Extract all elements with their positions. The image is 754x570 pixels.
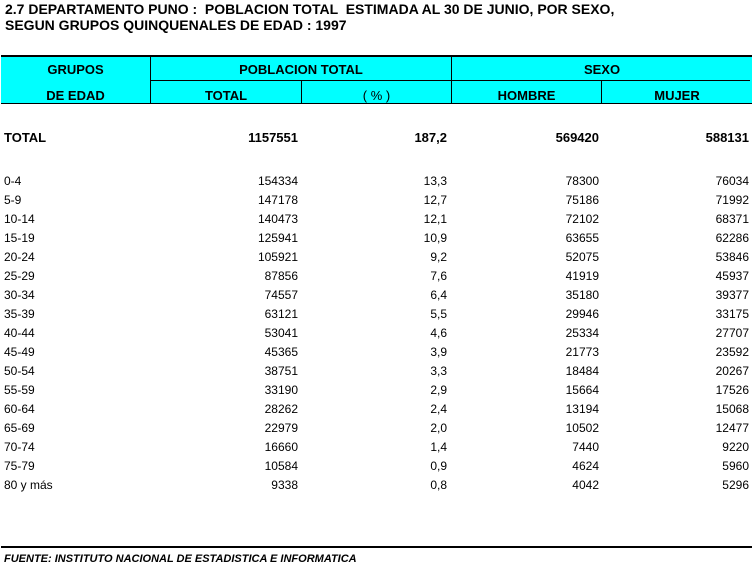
cell-mujer: 53846 <box>715 250 749 264</box>
table-row <box>0 210 754 229</box>
header-hombre: HOMBRE <box>497 88 556 103</box>
cell-label: 40-44 <box>4 326 35 340</box>
cell-total: 28262 <box>264 402 298 416</box>
cell-mujer: 15068 <box>715 402 749 416</box>
cell-label: 60-64 <box>4 402 35 416</box>
header-grupos: GRUPOS <box>47 62 104 77</box>
table-row <box>0 438 754 457</box>
cell-label: 65-69 <box>4 421 35 435</box>
cell-total: 22979 <box>264 421 298 435</box>
cell-total: 125941 <box>257 231 298 245</box>
total-row <box>0 128 754 147</box>
cell-hombre: 75186 <box>565 193 599 207</box>
cell-pct: 3,3 <box>430 364 447 378</box>
cell-label: 75-79 <box>4 459 35 473</box>
cell-mujer: 62286 <box>715 231 749 245</box>
cell-hombre: 41919 <box>565 269 599 283</box>
table-row <box>0 362 754 381</box>
cell-label: 45-49 <box>4 345 35 359</box>
cell-mujer: 12477 <box>715 421 749 435</box>
title-line-2: SEGUN GRUPOS QUINQUENALES DE EDAD : 1997 <box>5 17 347 33</box>
cell-pct: 9,2 <box>430 250 447 264</box>
bottom-rule <box>1 546 752 548</box>
cell-hombre: 7440 <box>572 440 599 454</box>
title-line-1: 2.7 DEPARTAMENTO PUNO : POBLACION TOTAL ESTIMADA AL 30 DE JUNIO, POR SEXO, <box>5 1 615 17</box>
cell-mujer: 9220 <box>722 440 749 454</box>
cell-hombre: 569420 <box>555 130 599 145</box>
cell-label: 70-74 <box>4 440 35 454</box>
table-row <box>0 267 754 286</box>
cell-mujer: 39377 <box>715 288 749 302</box>
cell-mujer: 23592 <box>715 345 749 359</box>
cell-hombre: 78300 <box>565 174 599 188</box>
table-row <box>0 476 754 495</box>
cell-mujer: 20267 <box>715 364 749 378</box>
table-row <box>0 172 754 191</box>
cell-hombre: 52075 <box>565 250 599 264</box>
cell-hombre: 18484 <box>565 364 599 378</box>
cell-total: 1157551 <box>248 130 298 145</box>
cell-mujer: 588131 <box>705 130 749 145</box>
cell-label: 55-59 <box>4 383 35 397</box>
header-poblacion-total: POBLACION TOTAL <box>239 62 363 77</box>
cell-hombre: 72102 <box>565 212 599 226</box>
header-pct: ( % ) <box>362 88 391 103</box>
cell-total: 53041 <box>264 326 298 340</box>
source-note: FUENTE: INSTITUTO NACIONAL DE ESTADISTICA E INFORMATICA <box>4 553 357 565</box>
cell-pct: 187,2 <box>414 130 447 145</box>
cell-label: 50-54 <box>4 364 35 378</box>
cell-pct: 10,9 <box>423 231 447 245</box>
table-row <box>0 248 754 267</box>
cell-total: 140473 <box>257 212 298 226</box>
cell-pct: 12,7 <box>423 193 447 207</box>
cell-hombre: 10502 <box>565 421 599 435</box>
cell-total: 38751 <box>264 364 298 378</box>
cell-hombre: 29946 <box>565 307 599 321</box>
cell-mujer: 27707 <box>715 326 749 340</box>
cell-pct: 0,9 <box>430 459 447 473</box>
cell-pct: 13,3 <box>423 174 447 188</box>
header-divider <box>150 80 750 81</box>
table-row <box>0 324 754 343</box>
cell-mujer: 76034 <box>715 174 749 188</box>
cell-pct: 1,4 <box>430 440 447 454</box>
cell-mujer: 5296 <box>722 478 749 492</box>
cell-total: 147178 <box>257 193 298 207</box>
table-header <box>1 55 752 104</box>
cell-total: 154334 <box>257 174 298 188</box>
cell-label: 15-19 <box>4 231 35 245</box>
cell-mujer: 45937 <box>715 269 749 283</box>
table-title <box>5 1 614 33</box>
table-row <box>0 305 754 324</box>
table-row <box>0 229 754 248</box>
table-row <box>0 286 754 305</box>
table-row <box>0 457 754 476</box>
cell-pct: 5,5 <box>430 307 447 321</box>
header-de-edad: DE EDAD <box>46 88 105 103</box>
table-row <box>0 381 754 400</box>
header-mujer: MUJER <box>654 88 700 103</box>
cell-label: 35-39 <box>4 307 35 321</box>
cell-pct: 3,9 <box>430 345 447 359</box>
cell-label: 10-14 <box>4 212 35 226</box>
cell-hombre: 4624 <box>572 459 599 473</box>
cell-pct: 12,1 <box>423 212 447 226</box>
table-row <box>0 400 754 419</box>
header-sexo: SEXO <box>583 62 621 77</box>
cell-hombre: 35180 <box>565 288 599 302</box>
cell-pct: 7,6 <box>430 269 447 283</box>
cell-mujer: 5960 <box>722 459 749 473</box>
cell-mujer: 68371 <box>715 212 749 226</box>
cell-total: 16660 <box>264 440 298 454</box>
cell-total: 74557 <box>264 288 298 302</box>
cell-hombre: 63655 <box>565 231 599 245</box>
cell-label: 30-34 <box>4 288 35 302</box>
cell-label: 5-9 <box>4 193 22 207</box>
cell-total: 105921 <box>257 250 298 264</box>
cell-label: 80 y más <box>4 478 53 492</box>
cell-pct: 2,4 <box>430 402 447 416</box>
cell-total: 63121 <box>264 307 298 321</box>
cell-total: 10584 <box>264 459 298 473</box>
table-row <box>0 419 754 438</box>
cell-hombre: 13194 <box>565 402 599 416</box>
table-row <box>0 343 754 362</box>
cell-pct: 2,9 <box>430 383 447 397</box>
cell-hombre: 25334 <box>565 326 599 340</box>
cell-mujer: 33175 <box>715 307 749 321</box>
cell-label: 0-4 <box>4 174 22 188</box>
cell-label: TOTAL <box>4 130 47 145</box>
cell-hombre: 4042 <box>572 478 599 492</box>
cell-mujer: 71992 <box>715 193 749 207</box>
cell-hombre: 15664 <box>565 383 599 397</box>
cell-pct: 0,8 <box>430 478 447 492</box>
cell-total: 33190 <box>264 383 298 397</box>
cell-total: 45365 <box>264 345 298 359</box>
cell-pct: 2,0 <box>430 421 447 435</box>
cell-total: 87856 <box>264 269 298 283</box>
cell-mujer: 17526 <box>715 383 749 397</box>
cell-pct: 6,4 <box>430 288 447 302</box>
cell-label: 20-24 <box>4 250 35 264</box>
cell-pct: 4,6 <box>430 326 447 340</box>
table-row <box>0 191 754 210</box>
cell-hombre: 21773 <box>565 345 599 359</box>
header-total: TOTAL <box>204 88 248 103</box>
cell-label: 25-29 <box>4 269 35 283</box>
cell-total: 9338 <box>271 478 298 492</box>
